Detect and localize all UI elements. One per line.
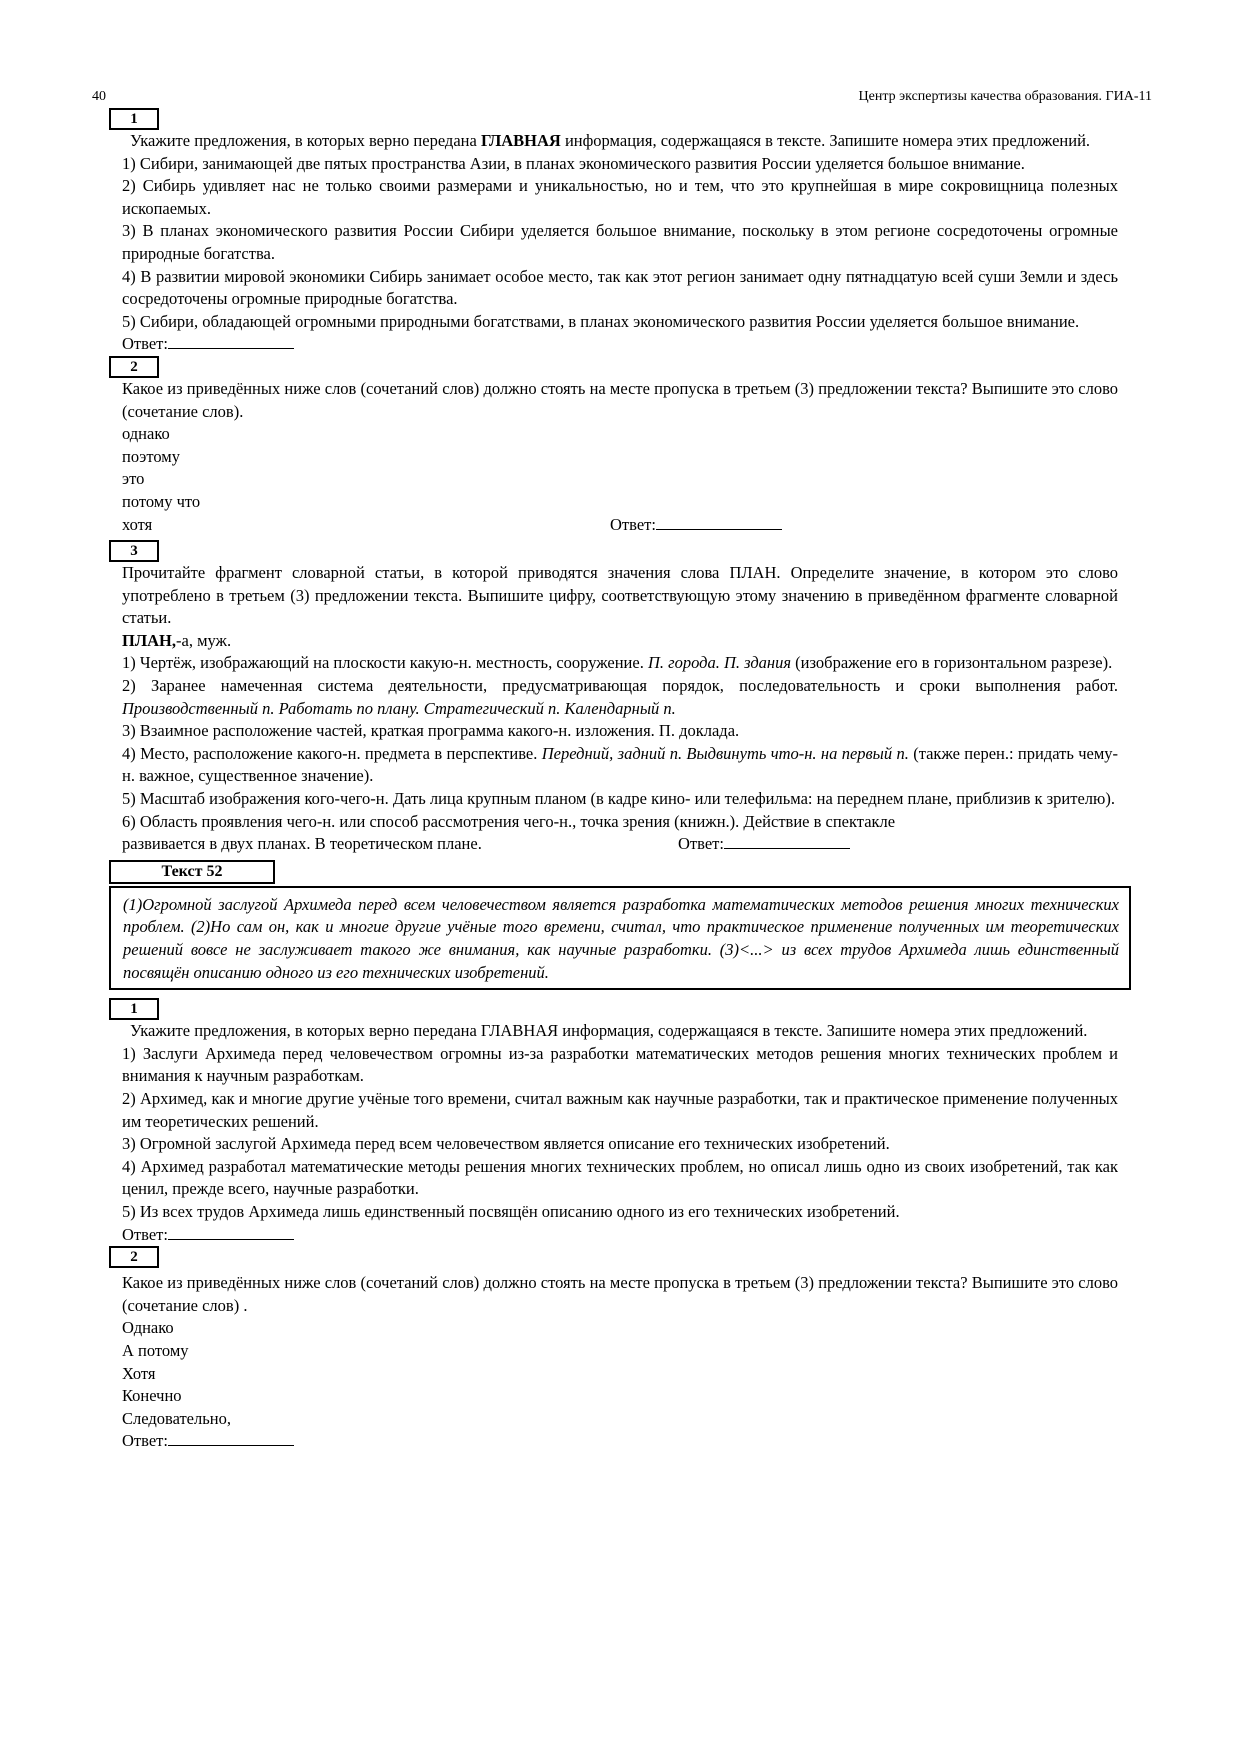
task-question: Укажите предложения, в которых верно передана ГЛАВНАЯ информация, содержащаяся в тексте. Запишите номера этих предложений. — [130, 131, 1091, 150]
list-item: потому что — [122, 491, 201, 511]
definition-1: 1) Чертёж, изображающий на плоскости какую-н. местность, сооружение. П. города. П. здания (изображение его в горизонтальном разрезе). — [122, 653, 1113, 673]
answer-label: Ответ: — [122, 1224, 168, 1244]
answer-row — [122, 333, 1118, 356]
list-item: 2) Архимед, как и многие другие учёные того времени, считал важным как научные разработки, так и практическое применение полученных им теоретических решений. — [122, 1088, 1118, 1131]
task-number-box: 2 — [109, 1246, 159, 1268]
answer-label: Ответ: — [678, 834, 724, 854]
list-item: 5) Из всех трудов Архимеда лишь единственный посвящён описанию одного из его технических изобретений. — [122, 1201, 900, 1221]
task-number-box: 2 — [109, 356, 159, 378]
answer-row — [122, 1430, 1118, 1453]
answer-label: Ответ: — [122, 334, 168, 354]
text-label-box: Текст 52 — [109, 860, 275, 884]
answer-label: Ответ: — [610, 514, 656, 534]
task-question: Укажите предложения, в которых верно передана ГЛАВНАЯ информация, содержащаяся в тексте. Запишите номера этих предложений. — [130, 1021, 1088, 1041]
definition-6: 6) Область проявления чего-н. или способ рассмотрения чего-н., точка зрения (книжн.). Действие в спектакле — [122, 811, 896, 831]
answer-row — [122, 833, 1118, 856]
list-item: Хотя — [122, 1363, 156, 1383]
page-number: 40 — [92, 89, 106, 104]
list-item: 2) Сибирь удивляет нас не только своими размерами и уникальностью, но и тем, что это крупнейшая в мире сокровищница полезных ископаемых. — [122, 176, 1118, 218]
answer-field[interactable] — [168, 333, 294, 349]
list-item: 3) Огромной заслугой Архимеда перед всем человечеством является описание его технических изобретений. — [122, 1134, 890, 1154]
answer-field[interactable] — [168, 1430, 294, 1446]
task-number-box: 3 — [109, 540, 159, 562]
list-item: 1) Сибири, занимающей две пятых пространства Азии, в планах экономического развития России уделяется большое внимание. — [122, 153, 1025, 173]
task-question: Какое из приведённых ниже слов (сочетаний слов) должно стоять на месте пропуска в третьем (3) предложении текста? Выпишите это слово (сочетание слов) . — [122, 1273, 1118, 1315]
list-item: хотя — [122, 514, 153, 534]
list-item: А потому — [122, 1340, 189, 1360]
definition-3: 3) Взаимное расположение частей, краткая программа какого-н. изложения. П. доклада. — [122, 721, 740, 741]
list-item: это — [122, 469, 145, 489]
definition-4: 4) Место, расположение какого-н. предмета в перспективе. Передний, задний п. Выдвинуть что-н. на первый п. (также перен.: придать чему-н. важное, существенное значение). — [122, 743, 1119, 786]
page-content — [122, 108, 1118, 1453]
answer-row — [122, 1224, 1118, 1247]
list-item: 4) В развитии мировой экономики Сибирь занимает особое место, так как этот регион занимает одну пятнадцатую всей суши Земли и здесь сосредоточены огромные природные богатства. — [122, 266, 1118, 309]
list-item: Следовательно, — [122, 1408, 231, 1428]
definition-5: 5) Масштаб изображения кого-чего-н. Дать лица крупным планом (в кадре кино- или телефильма: на переднем плане, приблизив к зрителю). — [122, 789, 1115, 809]
task-question: Прочитайте фрагмент словарной статьи, в которой приводятся значения слова ПЛАН. Определите значение, в котором это слово употреблено в третьем (3) предложении текста. Выпишите цифру, соответствующую этому значению в приведённом фрагменте словарной статьи. — [122, 563, 1118, 628]
list-item: 4) Архимед разработал математические методы решения многих технических проблем, но описал лишь одно из своих изобретений, так как ценил, прежде всего, научные разработки. — [122, 1156, 1118, 1199]
answer-row — [122, 514, 1118, 537]
list-item: 3) В планах экономического развития России Сибири уделяется большое внимание, поскольку в этом регионе сосредоточены огромные природные богатства. — [122, 221, 1118, 263]
list-item: 1) Заслуги Архимеда перед человечеством огромны из-за разработки математических методов решения многих технических проблем и внимания к научным разработкам. — [122, 1043, 1118, 1086]
task-number-box: 1 — [109, 108, 159, 130]
answer-label: Ответ: — [122, 1431, 168, 1451]
header-organization: Центр экспертизы качества образования. ГИА-11 — [858, 89, 1152, 104]
task-question: Какое из приведённых ниже слов (сочетаний слов) должно стоять на месте пропуска в третьем (3) предложении текста? Выпишите это слово (сочетание слов). — [122, 378, 1118, 421]
list-item: однако — [122, 424, 170, 444]
text-passage: (1)Огромной заслугой Архимеда перед всем человечеством является разработка математических методов решения многих технических проблем. (2)Но сам он, как и многие другие учёные того времени, считал, что практическое применение полученных им теоретических решений вовсе не заслуживает такого же внимания, как научные разработки. (3)<...> из всех трудов Архимеда лишь единственный посвящён описанию одного из его технических изобретений. — [109, 886, 1131, 990]
dictionary-headword: ПЛАН,-а, муж. — [122, 630, 232, 650]
answer-field[interactable] — [656, 514, 782, 530]
list-item: 5) Сибири, обладающей огромными природными богатствами, в планах экономического развития России уделяется большое внимание. — [122, 311, 1080, 331]
list-item: Однако — [122, 1318, 174, 1338]
answer-field[interactable] — [724, 833, 850, 849]
definition-2: 2) Заранее намеченная система деятельности, предусматривающая порядок, последовательность и сроки выполнения работ. Производственный п. Работать по плану. Стратегический п. Календарный п. — [122, 676, 1118, 718]
definition-6-cont: развивается в двух планах. В теоретическом плане. — [122, 834, 482, 854]
task-number-box: 1 — [109, 998, 159, 1020]
answer-field[interactable] — [168, 1224, 294, 1240]
emphasis: ГЛАВНАЯ — [480, 131, 561, 150]
list-item: Конечно — [122, 1386, 182, 1406]
list-item: поэтому — [122, 446, 180, 466]
